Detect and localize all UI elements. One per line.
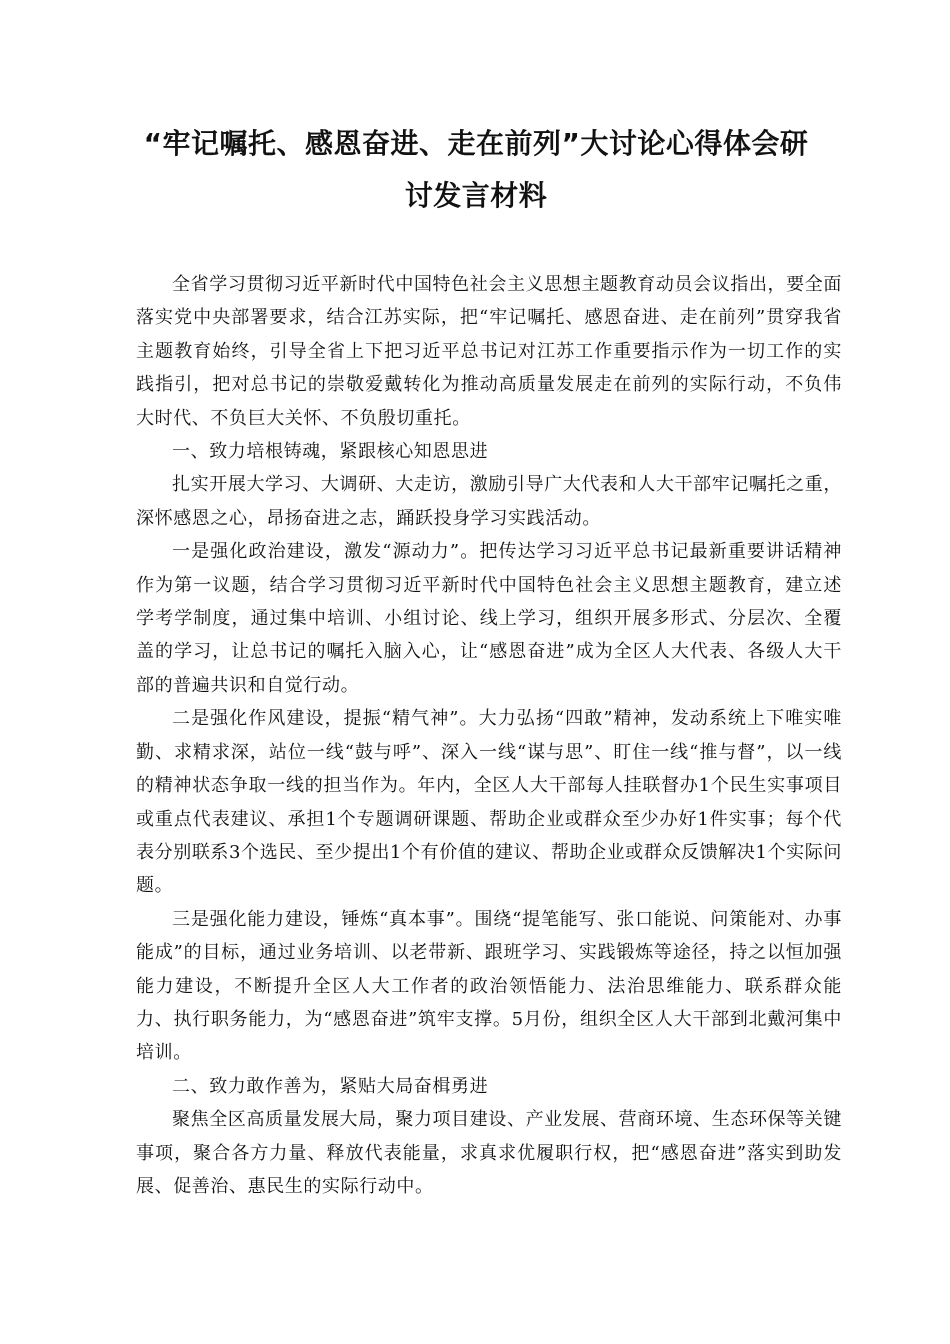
document-title-line-2: 讨发言材料 [404,179,548,212]
intro-paragraph: 全省学习贯彻习近平新时代中国特色社会主义思想主题教育动员会议指出，要全面落实党中央部署要求，结合江苏实际，把“牢记嘱托、感恩奋进、走在前列”贯穿我省主题教育始终，引导全省上下把习近平总书记对江苏工作重要指示作为一切工作的实践指引，把对总书记的崇敬爱戴转化为推动高质量发展走在前列的实际行动，不负伟大时代、不负巨大关怀、不负殷切重托。 [136,274,842,429]
document-title-line-1: “牢记嘱托、感恩奋进、走在前列”大讨论心得体会研 [143,127,809,160]
section-heading-1: 一、致力培根铸魂，紧跟核心知恩思进 [172,441,489,463]
document-body [136,268,842,1203]
body-paragraph: 三是强化能力建设，锤炼“真本事”。围绕“提笔能写、张口能说、问策能对、办事能成”的目标，通过业务培训、以老带新、跟班学习、实践锻炼等途径，持之以恒加强能力建设，不断提升全区人大工作者的政治领悟能力、法治思维能力、联系群众能力、执行职务能力，为“感恩奋进”筑牢支撑。5月份，组织全区人大干部到北戴河集中培训。 [136,908,842,1064]
document-title [120,118,832,222]
body-paragraph: 二是强化作风建设，提振“精气神”。大力弘扬“四敢”精神，发动系统上下唯实唯勤、求精求深，站位一线“鼓与呼”、深入一线“谋与思”、盯住一线“推与督”，以一线的精神状态争取一线的担当作为。年内，全区人大干部每人挂联督办1个民生实事项目或重点代表建议、承担1个专题调研课题、帮助企业或群众至少办好1件实事；每个代表分别联系3个选民、至少提出1个有价值的建议、帮助企业或群众反馈解决1个实际问题。 [136,708,842,897]
section-heading-2: 二、致力敢作善为，紧贴大局奋楫勇进 [172,1075,489,1097]
body-paragraph: 一是强化政治建设，激发“源动力”。把传达学习习近平总书记最新重要讲话精神作为第一议题，结合学习贯彻习近平新时代中国特色社会主义思想主题教育，建立述学考学制度，通过集中培训、小组讨论、线上学习，组织开展多形式、分层次、全覆盖的学习，让总书记的嘱托入脑入心，让“感恩奋进”成为全区人大代表、各级人大干部的普遍共识和自觉行动。 [136,541,842,696]
body-paragraph: 聚焦全区高质量发展大局，聚力项目建设、产业发展、营商环境、生态环保等关键事项，聚合各方力量、释放代表能量，求真求优履职行权，把“感恩奋进”落实到助发展、促善治、惠民生的实际行动中。 [136,1109,842,1197]
body-paragraph: 扎实开展大学习、大调研、大走访，激励引导广大代表和人大干部牢记嘱托之重，深怀感恩之心，昂扬奋进之志，踊跃投身学习实践活动。 [136,474,842,529]
